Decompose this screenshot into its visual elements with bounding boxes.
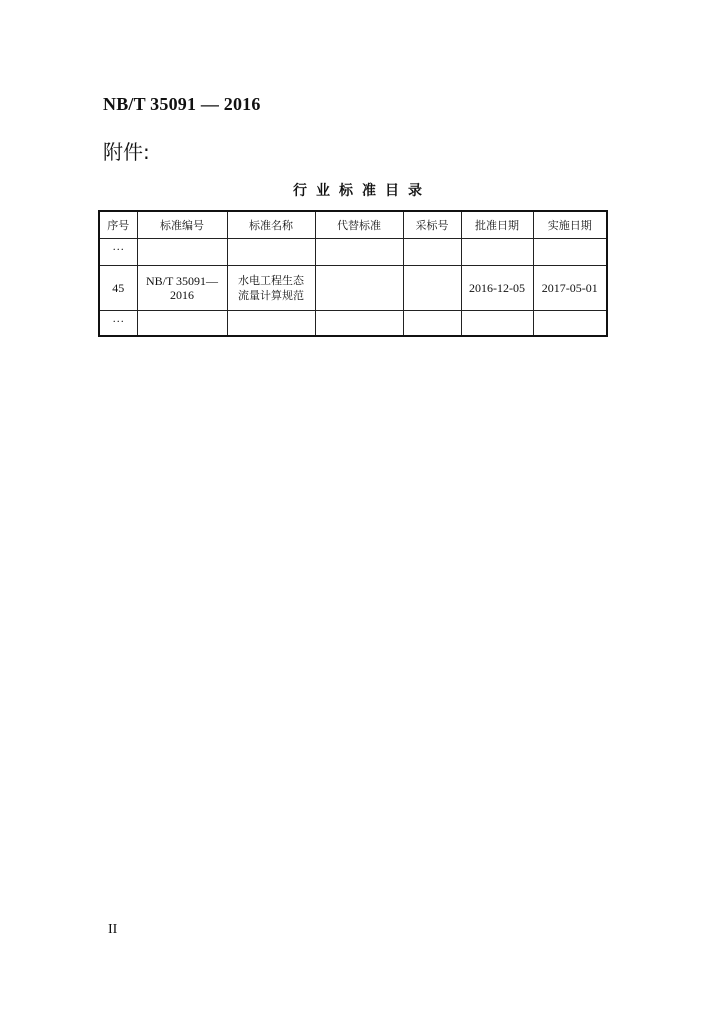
column-header-approve-date: 批准日期 [461,211,533,239]
standards-table [98,210,608,337]
column-header-replaces: 代替标准 [315,211,403,239]
column-header-code: 标准编号 [137,211,227,239]
column-header-effective-date: 实施日期 [533,211,607,239]
attachment-label: 附件: [103,140,150,164]
page-number: II [108,922,118,937]
table-row [99,239,607,266]
column-header-adopted: 采标号 [403,211,461,239]
cell-effective-date [533,239,607,266]
code-line-1: NB/T 35091— [145,274,219,288]
cell-code [137,311,227,337]
cell-replaces [315,239,403,266]
cell-adopted [403,239,461,266]
cell-effective-date: 2017-05-01 [533,266,607,311]
cell-name [227,239,315,266]
table-header-row [99,211,607,239]
cell-seq: 45 [99,266,137,311]
cell-seq: … [99,239,137,266]
cell-name [227,266,315,311]
name-line-1: 水电工程生态 [238,274,304,287]
name-line-2: 流量计算规范 [238,289,304,302]
cell-adopted [403,311,461,337]
cell-adopted [403,266,461,311]
column-header-name: 标准名称 [227,211,315,239]
document-code: NB/T 35091 — 2016 [103,94,261,114]
cell-name [227,311,315,337]
cell-approve-date [461,311,533,337]
cell-approve-date [461,239,533,266]
cell-code [137,266,227,311]
cell-effective-date [533,311,607,337]
cell-replaces [315,311,403,337]
table-row [99,311,607,337]
cell-replaces [315,266,403,311]
column-header-seq: 序号 [99,211,137,239]
table-title: 行业标准目录 [293,183,431,199]
code-line-2: 2016 [170,288,194,302]
cell-seq: … [99,311,137,337]
table-row [99,266,607,311]
cell-approve-date: 2016-12-05 [461,266,533,311]
cell-code [137,239,227,266]
